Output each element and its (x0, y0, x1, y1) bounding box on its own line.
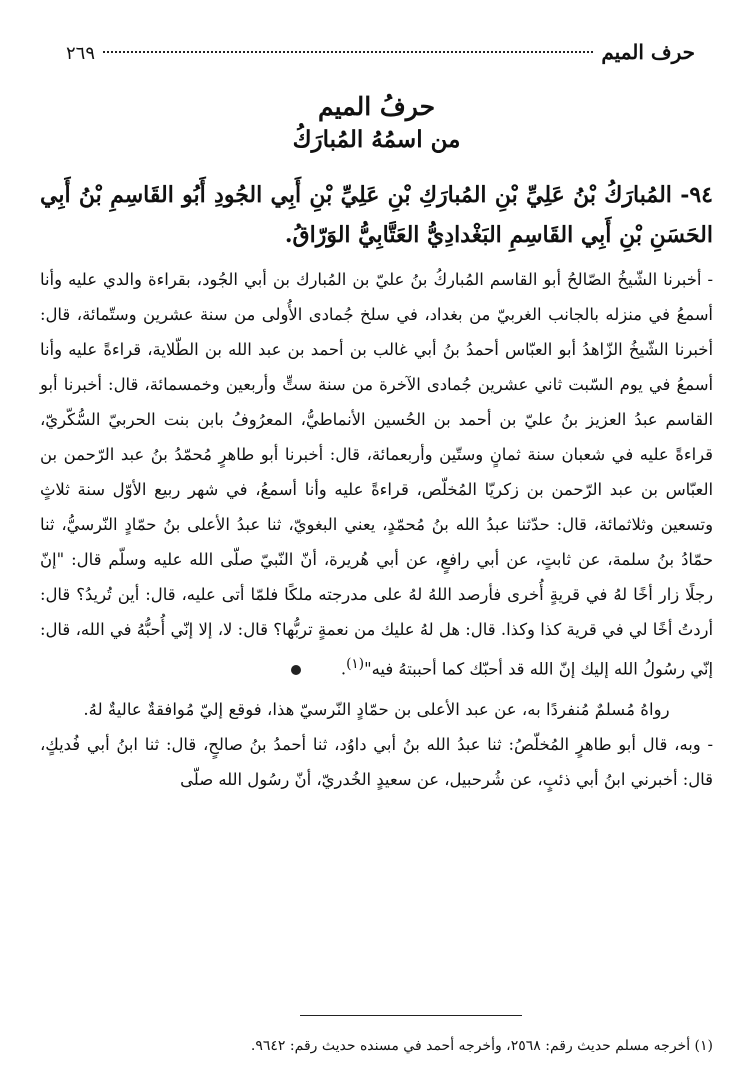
paragraph-hadith (40, 262, 713, 686)
body-text (40, 262, 713, 797)
footnote-reference: (١) (346, 656, 365, 672)
section-title: من اسمُهُ المُبارَكُ (292, 126, 461, 153)
footnote-separator (300, 1015, 522, 1016)
paragraph-isnad: - وبه، قال أبو طاهرٍ المُخلّصُ: ثنا عبدُ الله بنُ أبي داوُد، ثنا أحمدُ بنُ صالحٍ، قال: ثنا ابنُ أبي فُديكٍ، قال: أخبرني ابنُ أبي ذئبٍ، عن شُرحبيل، عن سعيدٍ الخُدريّ، أنّ رسُول الله صلّى (40, 735, 713, 790)
running-title: حرف الميم (601, 40, 695, 64)
paragraph-hadith-text: - أخبرنا الشّيخُ الصّالحُ أبو القاسم المُباركُ بنُ عليّ بن المُبارك بن أبي الجُود، بقراءة والدي عليه وأنا أسمعُ في منزله بالجانب الغربيّ من بغداد، في سلخ جُمادى الأُولى من سنة عشرين وستّمائة، قال: أخبرنا الشّيخُ الزّاهدُ أبو العبّاس أحمدُ بنُ أبي غالب بن أحمد بن عبد الله بن الطّلاية، قراءةً عليه وأنا أسمعُ في يوم السّبت ثاني عشرين جُمادى الآخرة من سنة ستٍّ وأربعين وخمسمائة، قال: أخبرنا أبو القاسم عبدُ العزيز بنُ عليّ بن أحمد بن الحُسين الأنماطيُّ، المعرُوفُ بابن بنت الحربيّ السُّكّريّ، قراءةً عليه في شعبان سنة ثمانٍ وستّين وأربعمائة، قال: أخبرنا أبو طاهرٍ مُحمّدُ بنُ عبد الرّحمن بن العبّاس بن عبد الرّحمن بن زكريّا المُخلّص، قراءةً عليه وأنا أسمعُ، في شهر ربيع الأوّل سنة ثلاثٍ وتسعين وثلاثمائة، قال: حدّثنا عبدُ الله بنُ مُحمّدٍ، يعني البغويّ، ثنا عبدُ الأعلى بنُ حمّادٍ النّرسيُّ، ثنا حمّادُ بنُ سلمة، عن ثابتٍ، عن أبي رافعٍ، عن أبي هُريرة، أنّ النّبيّ صلّى الله عليه وسلّم قال: "إنّ رجلًا زار أخًا لهُ في قريةٍ أُخرى فأرصد اللهُ لهُ على مدرجته ملكًا فلمّا أتى عليه، قال: أين تُريدُ؟ قال: أردتُ أخًا لي في قرية كذا وكذا. قال: هل لهُ عليك من نعمةٍ تربُّها؟ قال: لا، إلا إنّي أُحبُّهُ في الله، قال: إنّي رسُولُ الله إليك إنّ الله قد أحبّك كما أحببتهُ فيه" (40, 270, 713, 679)
footnote: (١) أخرجه مسلم حديث رقم: ٢٥٦٨، وأخرجه أحمد في مسنده حديث رقم: ٩٦٤٢. (250, 1038, 713, 1054)
entry-heading: ٩٤- المُبارَكُ بْنُ عَلِيِّ بْنِ المُبارَكِ بْنِ عَلِيِّ بْنِ أَبِي الجُودِ أَبُو القَاسِمِ بْنُ أَبِي الحَسَنِ بْنِ أَبِي القَاسِمِ البَغْدادِيُّ العَتَّابِيُّ الوَرّاقُ. (40, 182, 713, 248)
chapter-title: حرفُ الميم (317, 92, 436, 121)
paragraph-riwaya: رواهُ مُسلمٌ مُنفردًا به، عن عبد الأعلى بن حمّادٍ النّرسيّ هذا، فوقع إليّ مُوافقةٌ عاليةٌ لهُ. (83, 700, 670, 720)
paragraph-hadith-end: . (340, 659, 347, 679)
dotted-leader (103, 51, 593, 53)
running-header (66, 40, 695, 74)
title-block (0, 90, 753, 156)
ornament-dot-icon (291, 665, 301, 675)
page-number: ٢٦٩ (66, 43, 96, 64)
